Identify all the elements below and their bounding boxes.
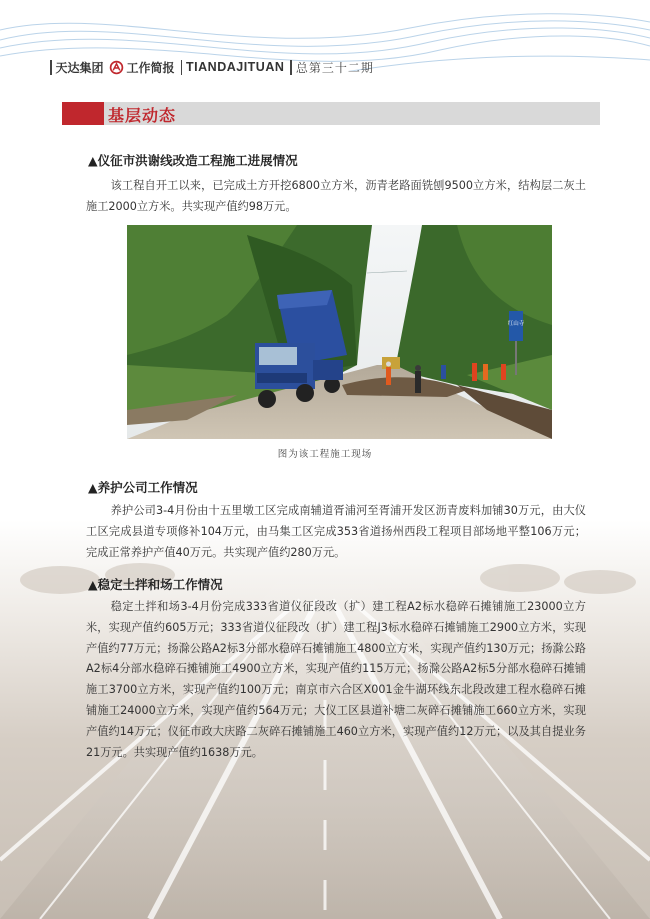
section-title-bar (62, 102, 600, 125)
article-body: 养护公司3-4月份由十五里墩工区完成南辅道胥浦河至胥浦开发区沥青废料加铺30万元，由大仪工区完成县道专项修补104万元，由马集工区完成353省道扬州西段工程项目部场地平整106万元；完成正常养护产值40万元。共实现产值约280万元。 (86, 504, 586, 559)
section-title: 基层动态 (108, 106, 177, 125)
construction-site-photo (127, 225, 552, 439)
header-divider (290, 60, 292, 75)
article-heading: ▲稳定土拌和场工作情况 (88, 577, 223, 592)
article-body: 该工程自开工以来，已完成土方开挖6800立方米，沥青老路面铣刨9500立方米，结构层二灰土施工2000立方米。共实现产值约98万元。 (86, 179, 586, 213)
header-wave-decoration (0, 0, 650, 90)
company-logo-icon (109, 60, 124, 75)
brand-name: TIANDAJITUAN (186, 60, 285, 74)
photo-caption: 图为该工程施工现场 (277, 449, 373, 460)
article-body: 稳定土拌和场3-4月份完成333省道仪征段改（扩）建工程A2标水稳碎石摊铺施工23000立方米，实现产值约605万元；333省道仪征段改（扩）建工程J3标水稳碎石摊铺施工2900立方米，实现产值约77万元；扬滁公路A2标3分部水稳碎石摊铺施工4800立方米，实现产值约130万元；扬滁公路A2标4分部水稳碎石摊铺施工4900立方米，实现产值约115万元；扬滁公路A2标5分部水稳碎石摊铺施工3700立方米，实现产值约100万元；南京市六合区X001金牛湖环线东北段改建工程水稳碎石摊铺施工24000立方米，实现产值约564万元；大仪工区县道补塘二灰碎石摊铺施工660立方米，实现产值约14万元；仪征市政大庆路二灰碎石摊铺施工460立方米，实现产值约12万元；以及其自提业务21万元。共实现产值约1638万元。 (86, 600, 586, 759)
page-header (50, 58, 374, 76)
header-divider (181, 60, 183, 75)
article-heading: ▲养护公司工作情况 (88, 480, 198, 495)
publication-name: 工作简报 (126, 60, 175, 75)
header-divider (50, 60, 52, 75)
section-accent-block (62, 102, 104, 125)
issue-number: 总第三十二期 (295, 60, 374, 75)
road-sign-text: 红山寺 (507, 321, 525, 327)
article-heading: ▲仪征市洪谢线改造工程施工进展情况 (88, 153, 298, 168)
company-name: 天达集团 (55, 60, 104, 75)
